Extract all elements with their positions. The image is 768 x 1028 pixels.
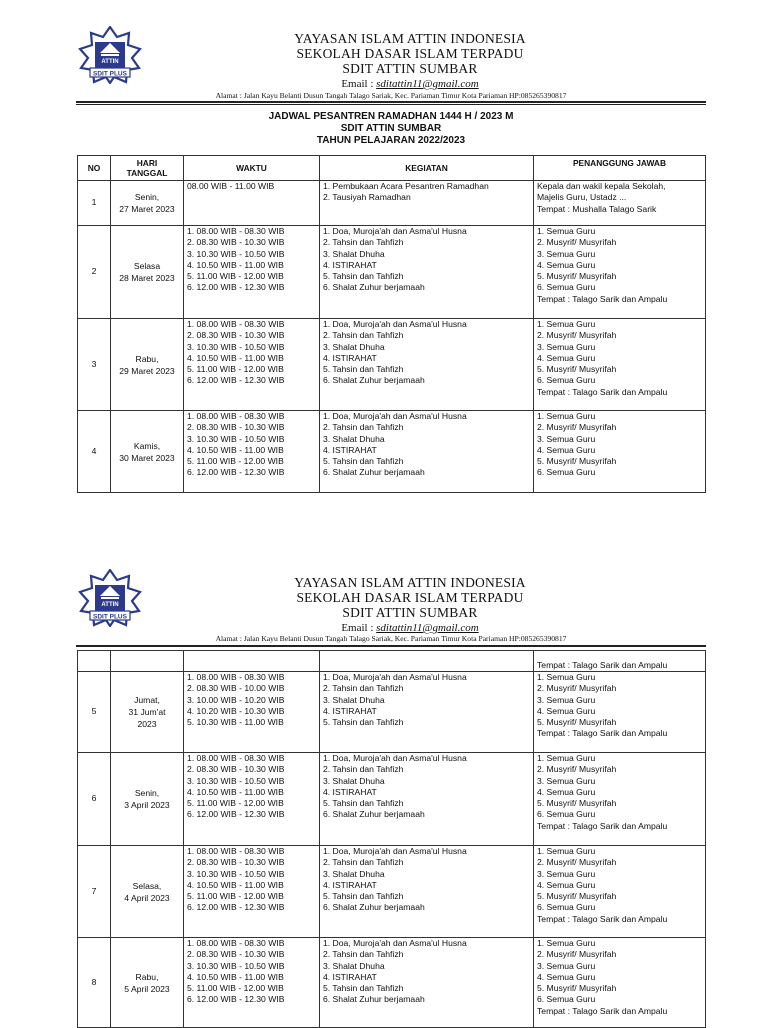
letterhead-divider — [76, 101, 706, 103]
day-date-line: 5 April 2023 — [124, 983, 170, 994]
activity-item: 5. Tahsin dan Tahfizh — [323, 456, 404, 467]
responsible-item: 3. Semua Guru — [537, 868, 596, 879]
activity-item-cell — [320, 226, 534, 319]
responsible-item: 3. Semua Guru — [537, 960, 596, 971]
letterhead — [150, 31, 670, 91]
activity-item-cell — [320, 672, 534, 753]
responsible-item: 2. Musyrif/ Musyrifah — [537, 683, 617, 694]
responsible-item: Kepala dan wakil kepala Sekolah, — [537, 181, 666, 191]
activity-item-cell — [320, 938, 534, 1028]
time-slot-cell — [184, 181, 320, 226]
activity-item: 2. Tahsin dan Tahfizh — [323, 949, 404, 960]
responsible-item: 4. Semua Guru — [537, 259, 596, 270]
time-slot: 2. 08.30 WIB - 10.30 WIB — [187, 422, 285, 433]
responsible-item-cell — [534, 319, 706, 411]
responsible-item-cell — [534, 672, 706, 753]
activity-item: 1. Pembukaan Acara Pesantren Ramadhan — [323, 181, 489, 191]
school-branch: SDIT ATTIN SUMBAR — [342, 605, 478, 620]
activity-item-cell — [320, 753, 534, 846]
responsible-item: 6. Semua Guru — [537, 994, 596, 1005]
time-slot: 5. 11.00 WIB - 12.00 WIB — [187, 798, 284, 809]
day-date-line: Selasa — [133, 261, 161, 271]
activity-item: 6. Shalat Zuhur berjamaah — [323, 902, 425, 913]
responsible-item: 3. Semua Guru — [537, 694, 596, 705]
activity-item: 2. Tahsin dan Tahfizh — [323, 683, 404, 694]
responsible-item: 4. Semua Guru — [537, 352, 596, 363]
time-slot-cell — [184, 411, 320, 493]
responsible-item: 3. Semua Guru — [537, 248, 596, 259]
responsible-item: 5. Musyrif/ Musyrifah — [537, 364, 617, 375]
col-header-day: HARI TANGGAL — [111, 156, 184, 181]
time-slot: 1. 08.00 WIB - 08.30 WIB — [187, 938, 285, 948]
time-slot: 5. 10.30 WIB - 11.00 WIB — [187, 717, 284, 728]
time-slot: 1. 08.00 WIB - 08.30 WIB — [187, 411, 285, 421]
table-row — [78, 753, 706, 846]
time-slot: 6. 12.00 WIB - 12.30 WIB — [187, 994, 285, 1005]
svg-text:ATTIN: ATTIN — [101, 59, 119, 65]
day-date-line: 27 Maret 2023 — [119, 204, 175, 214]
responsible-item: 6. Semua Guru — [537, 809, 596, 820]
activity-item-cell — [320, 319, 534, 411]
schedule-table-page-2 — [77, 650, 706, 1028]
day-date-line: Jumat, — [134, 695, 160, 705]
col-header-time: WAKTU — [184, 156, 320, 181]
table-row — [78, 411, 706, 493]
time-slot: 5. 11.00 WIB - 12.00 WIB — [187, 364, 284, 375]
letterhead-divider — [76, 645, 706, 647]
time-slot-cell — [184, 319, 320, 411]
time-slot: 6. 12.00 WIB - 12.30 WIB — [187, 809, 285, 820]
activity-item: 1. Doa, Muroja'ah dan Asma'ul Husna — [323, 753, 467, 763]
table-row — [78, 672, 706, 753]
responsible-item-cell — [534, 846, 706, 938]
day-date-line: 4 April 2023 — [124, 892, 170, 903]
responsible-item: 5. Musyrif/ Musyrifah — [537, 456, 617, 467]
table-row — [78, 226, 706, 319]
activity-item: 1. Doa, Muroja'ah dan Asma'ul Husna — [323, 672, 467, 682]
row-number: 7 — [78, 846, 111, 938]
activity-item: 1. Doa, Muroja'ah dan Asma'ul Husna — [323, 411, 467, 421]
address-line: Alamat : Jalan Kayu Belanti Dusun Tangah Talago Sariak, Kec. Pariaman Timur Kota Pariaman HP:085265390817 — [215, 91, 567, 100]
time-slot-cell — [184, 226, 320, 319]
responsible-item: 2. Musyrif/ Musyrifah — [537, 949, 617, 960]
row-number: 8 — [78, 938, 111, 1028]
activity-item: 5. Tahsin dan Tahfizh — [323, 891, 404, 902]
responsible-item: 2. Musyrif/ Musyrifah — [537, 237, 617, 248]
foundation-name: YAYASAN ISLAM ATTIN INDONESIA — [294, 31, 526, 46]
time-slot: 1. 08.00 WIB - 08.30 WIB — [187, 846, 285, 856]
day-date-line: 31 Jum'at — [128, 707, 166, 717]
responsible-item: 1. Semua Guru — [537, 753, 596, 763]
schedule-table-page-1 — [77, 155, 706, 493]
row-number: 4 — [78, 411, 111, 493]
responsible-item: Tempat : Talago Sarik dan Ampalu — [537, 913, 668, 924]
activity-item: 2. Tahsin dan Tahfizh — [323, 422, 404, 433]
col-header-activity: KEGIATAN — [320, 156, 534, 181]
activity-item: 2. Tahsin dan Tahfizh — [323, 857, 404, 868]
day-date-cell — [111, 411, 184, 493]
day-date-cell — [111, 846, 184, 938]
time-slot: 3. 10.00 WIB - 10.20 WIB — [187, 694, 285, 705]
day-date-line: Senin, — [134, 788, 160, 798]
time-slot: 5. 11.00 WIB - 12.00 WIB — [187, 456, 284, 467]
time-slot: 08.00 WIB - 11.00 WIB — [187, 181, 275, 191]
time-slot: 3. 10.30 WIB - 10.50 WIB — [187, 960, 285, 971]
responsible-item: 2. Musyrif/ Musyrifah — [537, 764, 617, 775]
responsible-item: 1. Semua Guru — [537, 672, 596, 682]
col-header-responsible: PENANGGUNG JAWAB — [534, 156, 706, 181]
activity-item: 3. Shalat Dhuha — [323, 341, 385, 352]
activity-item: 4. ISTIRAHAT — [323, 444, 377, 455]
responsible-item: 6. Semua Guru — [537, 902, 596, 913]
responsible-item: Tempat : Mushalla Talago Sarik — [537, 203, 657, 214]
responsible-item: 1. Semua Guru — [537, 226, 596, 236]
activity-item: 6. Shalat Zuhur berjamaah — [323, 282, 425, 293]
letterhead-divider-thin — [76, 104, 706, 105]
row-number: 5 — [78, 672, 111, 753]
time-slot: 4. 10.50 WIB - 11.00 WIB — [187, 259, 284, 270]
time-slot: 4. 10.20 WIB - 10.30 WIB — [187, 705, 285, 716]
responsible-item: Tempat : Talago Sarik dan Ampalu — [537, 1005, 668, 1016]
responsible-item-cell — [534, 938, 706, 1028]
time-slot: 2. 08.30 WIB - 10.30 WIB — [187, 764, 285, 775]
school-branch: SDIT ATTIN SUMBAR — [342, 61, 478, 76]
responsible-item: 5. Musyrif/ Musyrifah — [537, 891, 617, 902]
activity-item: 6. Shalat Zuhur berjamaah — [323, 994, 425, 1005]
activity-item: 4. ISTIRAHAT — [323, 879, 377, 890]
email-line: Email : sditattin11@gmail.com — [341, 622, 479, 634]
row-number: 1 — [78, 181, 111, 226]
svg-text:SDIT PLUS: SDIT PLUS — [93, 613, 127, 621]
activity-item-cell — [320, 181, 534, 226]
activity-item-cell — [320, 846, 534, 938]
row-number: 3 — [78, 319, 111, 411]
activity-item: 4. ISTIRAHAT — [323, 786, 377, 797]
activity-item: 5. Tahsin dan Tahfizh — [323, 798, 404, 809]
day-date-line: Rabu, — [135, 353, 159, 364]
activity-item: 4. ISTIRAHAT — [323, 352, 377, 363]
schedule-title: JADWAL PESANTREN RAMADHAN 1444 H / 2023 M SDIT ATTIN SUMBAR TAHUN PELAJARAN 2022/2023 — [268, 111, 514, 146]
time-slot: 1. 08.00 WIB - 08.30 WIB — [187, 226, 285, 236]
activity-item: 5. Tahsin dan Tahfizh — [323, 364, 404, 375]
time-slot: 4. 10.50 WIB - 11.00 WIB — [187, 971, 284, 982]
day-date-line: 29 Maret 2023 — [119, 365, 175, 376]
col-header-no: NO — [78, 156, 111, 181]
time-slot-cell — [184, 753, 320, 846]
time-slot: 2. 08.30 WIB - 10.30 WIB — [187, 857, 285, 868]
day-date-line: 2023 — [137, 719, 157, 729]
time-slot: 5. 11.00 WIB - 12.00 WIB — [187, 891, 284, 902]
responsible-item-cell — [534, 753, 706, 846]
email-line: Email : sditattin11@gmail.com — [341, 78, 479, 90]
time-slot: 1. 08.00 WIB - 08.30 WIB — [187, 753, 285, 763]
responsible-item: Tempat : Talago Sarik dan Ampalu — [537, 386, 668, 397]
time-slot: 1. 08.00 WIB - 08.30 WIB — [187, 319, 285, 329]
table-row — [78, 938, 706, 1028]
time-slot: 1. 08.00 WIB - 08.30 WIB — [187, 672, 285, 682]
day-date-line: Rabu, — [135, 971, 159, 982]
activity-item: 3. Shalat Dhuha — [323, 433, 385, 444]
time-slot: 3. 10.30 WIB - 10.50 WIB — [187, 775, 285, 786]
activity-item: 6. Shalat Zuhur berjamaah — [323, 467, 425, 478]
time-slot: 3. 10.30 WIB - 10.50 WIB — [187, 868, 285, 879]
responsible-item: 2. Musyrif/ Musyrifah — [537, 330, 617, 341]
school-logo-icon — [76, 569, 144, 627]
responsible-item: 3. Semua Guru — [537, 341, 596, 352]
day-date-line: 30 Maret 2023 — [119, 452, 175, 463]
time-slot: 4. 10.50 WIB - 11.00 WIB — [187, 879, 284, 890]
activity-item: 3. Shalat Dhuha — [323, 868, 385, 879]
school-name: SEKOLAH DASAR ISLAM TERPADU — [296, 590, 524, 605]
time-slot-cell — [184, 672, 320, 753]
svg-text:ATTIN: ATTIN — [101, 602, 119, 608]
responsible-item: Tempat : Talago Sarik dan Ampalu — [537, 820, 668, 831]
time-slot: 4. 10.50 WIB - 11.00 WIB — [187, 444, 284, 455]
school-name: SEKOLAH DASAR ISLAM TERPADU — [296, 46, 524, 61]
location-text: Tempat : Talago Sarik dan Ampalu — [537, 659, 668, 670]
activity-item: 2. Tahsin dan Tahfizh — [323, 764, 404, 775]
time-slot: 6. 12.00 WIB - 12.30 WIB — [187, 282, 285, 293]
activity-item: 5. Tahsin dan Tahfizh — [323, 271, 404, 282]
table-row — [78, 181, 706, 226]
day-date-cell — [111, 181, 184, 226]
responsible-item: 3. Semua Guru — [537, 775, 596, 786]
activity-item: 4. ISTIRAHAT — [323, 259, 377, 270]
time-slot: 2. 08.30 WIB - 10.30 WIB — [187, 237, 285, 248]
activity-item: 1. Doa, Muroja'ah dan Asma'ul Husna — [323, 319, 467, 329]
time-slot-cell — [184, 938, 320, 1028]
time-slot-cell — [184, 846, 320, 938]
table-row — [78, 846, 706, 938]
responsible-item: Tempat : Talago Sarik dan Ampalu — [537, 728, 668, 739]
day-date-cell — [111, 938, 184, 1028]
day-date-line: 28 Maret 2023 — [119, 273, 175, 283]
table-row-continued — [78, 651, 706, 672]
activity-item: 5. Tahsin dan Tahfizh — [323, 983, 404, 994]
activity-item: 6. Shalat Zuhur berjamaah — [323, 375, 425, 386]
day-date-line: Selasa, — [132, 880, 162, 891]
day-date-cell — [111, 753, 184, 846]
email-link[interactable]: sditattin11@gmail.com — [376, 622, 479, 634]
responsible-item: 1. Semua Guru — [537, 411, 596, 421]
activity-item: 6. Shalat Zuhur berjamaah — [323, 809, 425, 820]
table-row — [78, 319, 706, 411]
school-logo-icon — [76, 26, 144, 84]
activity-item: 2. Tausiyah Ramadhan — [323, 192, 411, 203]
time-slot: 6. 12.00 WIB - 12.30 WIB — [187, 375, 285, 386]
time-slot: 4. 10.50 WIB - 11.00 WIB — [187, 352, 284, 363]
responsible-item: 2. Musyrif/ Musyrifah — [537, 422, 617, 433]
svg-text:SDIT PLUS: SDIT PLUS — [93, 70, 127, 78]
responsible-item: 1. Semua Guru — [537, 846, 596, 856]
activity-item: 4. ISTIRAHAT — [323, 971, 377, 982]
activity-item: 2. Tahsin dan Tahfizh — [323, 330, 404, 341]
responsible-item: 3. Semua Guru — [537, 433, 596, 444]
activity-item: 2. Tahsin dan Tahfizh — [323, 237, 404, 248]
time-slot: 3. 10.30 WIB - 10.50 WIB — [187, 341, 285, 352]
time-slot: 6. 12.00 WIB - 12.30 WIB — [187, 902, 285, 913]
activity-item: 3. Shalat Dhuha — [323, 960, 385, 971]
activity-item: 5. Tahsin dan Tahfizh — [323, 717, 404, 728]
time-slot: 3. 10.30 WIB - 10.50 WIB — [187, 433, 285, 444]
day-date-cell — [111, 226, 184, 319]
foundation-name: YAYASAN ISLAM ATTIN INDONESIA — [294, 575, 526, 590]
time-slot: 5. 11.00 WIB - 12.00 WIB — [187, 983, 284, 994]
day-date-cell — [111, 672, 184, 753]
activity-item: 1. Doa, Muroja'ah dan Asma'ul Husna — [323, 226, 467, 236]
responsible-item: 5. Musyrif/ Musyrifah — [537, 983, 617, 994]
responsible-item: 6. Semua Guru — [537, 467, 596, 478]
responsible-item-cell — [534, 226, 706, 319]
responsible-item-cell — [534, 411, 706, 493]
activity-item: 3. Shalat Dhuha — [323, 248, 385, 259]
address-line: Alamat : Jalan Kayu Belanti Dusun Tangah Talago Sariak, Kec. Pariaman Timur Kota Pariaman HP:085265390817 — [215, 634, 567, 643]
responsible-item: 4. Semua Guru — [537, 786, 596, 797]
responsible-item: 6. Semua Guru — [537, 282, 596, 293]
responsible-item: 4. Semua Guru — [537, 444, 596, 455]
responsible-item-cell — [534, 181, 706, 226]
activity-item: 4. ISTIRAHAT — [323, 705, 377, 716]
responsible-item: 1. Semua Guru — [537, 319, 596, 329]
time-slot: 4. 10.50 WIB - 11.00 WIB — [187, 786, 284, 797]
activity-item: 1. Doa, Muroja'ah dan Asma'ul Husna — [323, 846, 467, 856]
day-date-cell — [111, 319, 184, 411]
responsible-item: 5. Musyrif/ Musyrifah — [537, 798, 617, 809]
day-date-line: Kamis, — [133, 440, 161, 451]
responsible-item: 6. Semua Guru — [537, 375, 596, 386]
email-link[interactable]: sditattin11@gmail.com — [376, 78, 479, 90]
time-slot: 2. 08.30 WIB - 10.00 WIB — [187, 683, 285, 694]
time-slot: 6. 12.00 WIB - 12.30 WIB — [187, 467, 285, 478]
responsible-item: 5. Musyrif/ Musyrifah — [537, 271, 617, 282]
time-slot: 2. 08.30 WIB - 10.30 WIB — [187, 949, 285, 960]
row-number: 6 — [78, 753, 111, 846]
day-date-line: 3 April 2023 — [124, 800, 170, 810]
letterhead — [150, 575, 670, 635]
responsible-item: 4. Semua Guru — [537, 879, 596, 890]
responsible-item: 2. Musyrif/ Musyrifah — [537, 857, 617, 868]
activity-item: 1. Doa, Muroja'ah dan Asma'ul Husna — [323, 938, 467, 948]
activity-item-cell — [320, 411, 534, 493]
time-slot: 2. 08.30 WIB - 10.30 WIB — [187, 330, 285, 341]
responsible-item: 1. Semua Guru — [537, 938, 596, 948]
responsible-item: 5. Musyrif/ Musyrifah — [537, 717, 617, 728]
responsible-item: Tempat : Talago Sarik dan Ampalu — [537, 293, 668, 304]
day-date-line: Senin, — [134, 192, 160, 202]
activity-item: 3. Shalat Dhuha — [323, 775, 385, 786]
responsible-item: Majelis Guru, Ustadz ... — [537, 192, 627, 203]
time-slot: 5. 11.00 WIB - 12.00 WIB — [187, 271, 284, 282]
responsible-item: 4. Semua Guru — [537, 705, 596, 716]
row-number: 2 — [78, 226, 111, 319]
activity-item: 3. Shalat Dhuha — [323, 694, 385, 705]
time-slot: 3. 10.30 WIB - 10.50 WIB — [187, 248, 285, 259]
responsible-item: 4. Semua Guru — [537, 971, 596, 982]
document-page-2 — [0, 540, 768, 1024]
